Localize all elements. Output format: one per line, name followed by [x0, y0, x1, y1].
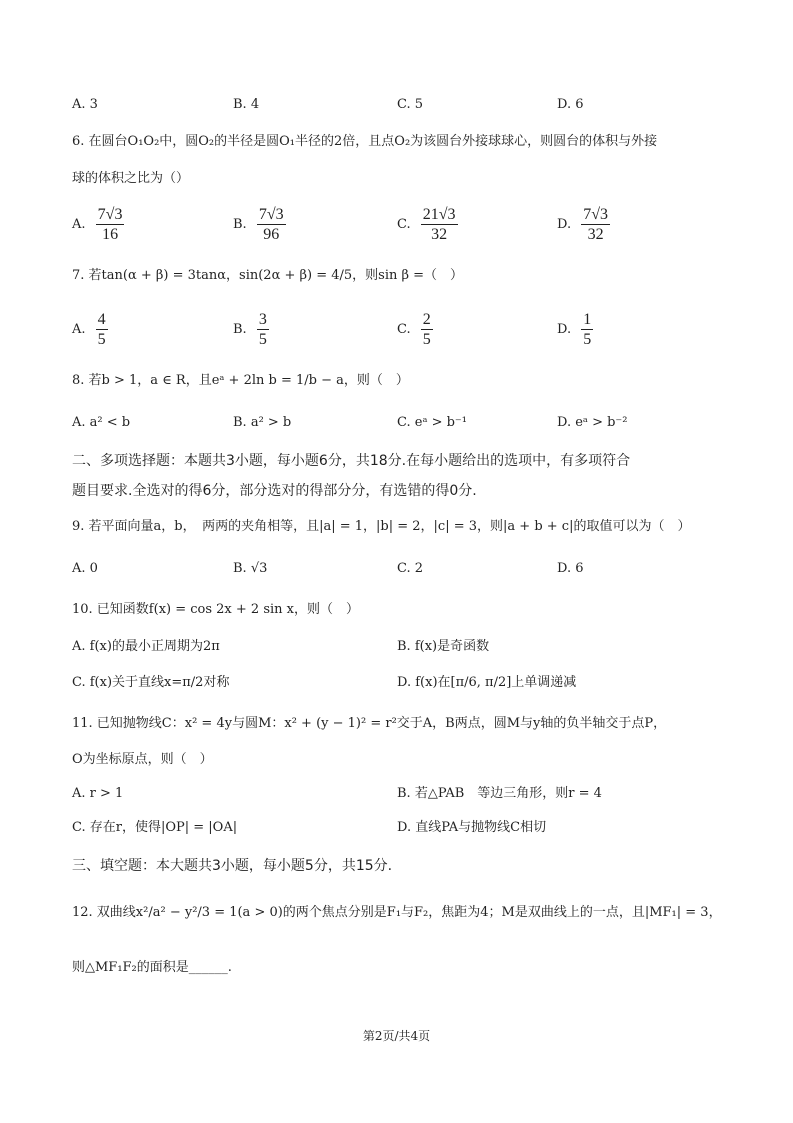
q6-option-d-fraction [581, 205, 610, 244]
q6-option-b-fraction [257, 205, 286, 244]
q6-option-d-num: 7√3 [583, 206, 609, 223]
q7-option-b-fraction [257, 310, 269, 349]
q7-option-a [72, 310, 110, 349]
q7-option-c [397, 310, 435, 349]
q6-stem-line2: 球的体积之比为（） [72, 171, 190, 186]
q12-stem-line2: 则△MF₁F₂的面积是______. [72, 960, 232, 975]
section3-heading: 三、填空题：本大题共3小题，每小题5分，共15分. [72, 858, 393, 874]
section2-heading-line2: 题目要求.全选对的得6分，部分选对的得部分分，有选错的得0分. [72, 483, 477, 499]
q6-option-a [72, 205, 126, 244]
q8-option-b: B. a² > b [233, 415, 292, 430]
q6-option-c [397, 205, 460, 244]
q6-option-b-num: 7√3 [258, 206, 284, 223]
q7-option-b-num: 3 [258, 311, 267, 328]
q9-stem: 9. 若平面向量a，b， 两两的夹角相等，且|a| = 1，|b| = 2，|c| = 3，则|a + b + c|的取值可以为（ ） [72, 519, 691, 534]
q7-option-b-den: 5 [258, 331, 267, 348]
q8-option-c: C. eᵃ > b⁻¹ [397, 415, 468, 430]
q7-stem: 7. 若tan(α + β) = 3tanα，sin(2α + β) = 4/5，则sin β =（ ） [72, 268, 464, 283]
q9-option-a: A. 0 [72, 561, 98, 576]
q9-option-c: C. 2 [397, 561, 424, 576]
q7-option-a-den: 5 [97, 331, 106, 348]
q7-option-b [233, 310, 271, 349]
q6-stem-line1: 6. 在圆台O₁O₂中，圆O₂的半径是圆O₁半径的2倍，且点O₂为该圆台外接球球心，则圆台的体积与外接 [72, 134, 658, 149]
section2-heading-line1: 二、多项选择题：本题共3小题，每小题6分，共18分.在每小题给出的选项中，有多项符合 [72, 453, 631, 469]
q6-option-a-den: 16 [102, 226, 119, 243]
q7-option-d-num: 1 [583, 311, 592, 328]
q5-option-d: D. 6 [557, 97, 584, 112]
q6-option-b-label: B. [233, 217, 247, 232]
q6-option-d-den: 32 [587, 226, 604, 243]
q7-option-d-label: D. [557, 322, 572, 337]
q8-stem: 8. 若b > 1，a ∈ R，且eᵃ + 2ln b = 1/b − a，则（ ） [72, 373, 409, 388]
q7-option-c-den: 5 [422, 331, 431, 348]
q5-option-c: C. 5 [397, 97, 424, 112]
q10-stem: 10. 已知函数f(x) = cos 2x + 2 sin x，则（ ） [72, 602, 359, 617]
q7-option-c-fraction [421, 310, 433, 349]
q11-option-c: C. 存在r，使得|OP| = |OA| [72, 820, 238, 835]
q7-option-a-label: A. [72, 322, 86, 337]
q6-option-c-fraction [421, 205, 458, 244]
q7-option-a-num: 4 [97, 311, 106, 328]
q8-option-a: A. a² < b [72, 415, 131, 430]
q6-option-d-label: D. [557, 217, 572, 232]
q6-option-a-num: 7√3 [97, 206, 123, 223]
q11-option-a: A. r > 1 [72, 786, 124, 801]
page-footer: 第2页/共4页 [362, 1029, 431, 1043]
q6-option-b [233, 205, 288, 244]
q5-option-b: B. 4 [233, 97, 260, 112]
q8-option-d: D. eᵃ > b⁻² [557, 415, 628, 430]
q6-option-c-label: C. [397, 217, 411, 232]
q6-option-a-fraction [96, 205, 125, 244]
q7-option-c-num: 2 [422, 311, 431, 328]
q6-option-b-den: 96 [263, 226, 280, 243]
q9-option-d: D. 6 [557, 561, 584, 576]
q7-option-d-fraction [581, 310, 593, 349]
q7-option-b-label: B. [233, 322, 247, 337]
q10-option-a: A. f(x)的最小正周期为2π [72, 639, 220, 654]
q7-option-d [557, 310, 595, 349]
q10-option-d: D. f(x)在[π/6, π/2]上单调递减 [397, 675, 577, 690]
q7-option-c-label: C. [397, 322, 411, 337]
q11-stem-line2: O为坐标原点，则（ ） [72, 752, 213, 767]
q6-option-a-label: A. [72, 217, 86, 232]
q5-option-a: A. 3 [72, 97, 98, 112]
q6-option-c-den: 32 [431, 226, 448, 243]
q6-option-d [557, 205, 612, 244]
q6-option-c-num: 21√3 [422, 206, 456, 223]
q11-option-d: D. 直线PA与抛物线C相切 [397, 820, 547, 835]
q7-option-d-den: 5 [583, 331, 592, 348]
q12-stem-line1: 12. 双曲线x²/a² − y²/3 = 1(a > 0)的两个焦点分别是F₁与F₂，焦距为4；M是双曲线上的一点，且|MF₁| = 3， [72, 905, 722, 920]
q10-option-c: C. f(x)关于直线x=π/2对称 [72, 675, 230, 690]
q11-option-b: B. 若△PAB 等边三角形，则r = 4 [397, 786, 602, 801]
q10-option-b: B. f(x)是奇函数 [397, 639, 490, 654]
q11-stem-line1: 11. 已知抛物线C：x² = 4y与圆M：x² + (y − 1)² = r²交于A，B两点，圆M与y轴的负半轴交于点P， [72, 716, 667, 731]
q9-option-b: B. √3 [233, 561, 268, 576]
q7-option-a-fraction [96, 310, 108, 349]
